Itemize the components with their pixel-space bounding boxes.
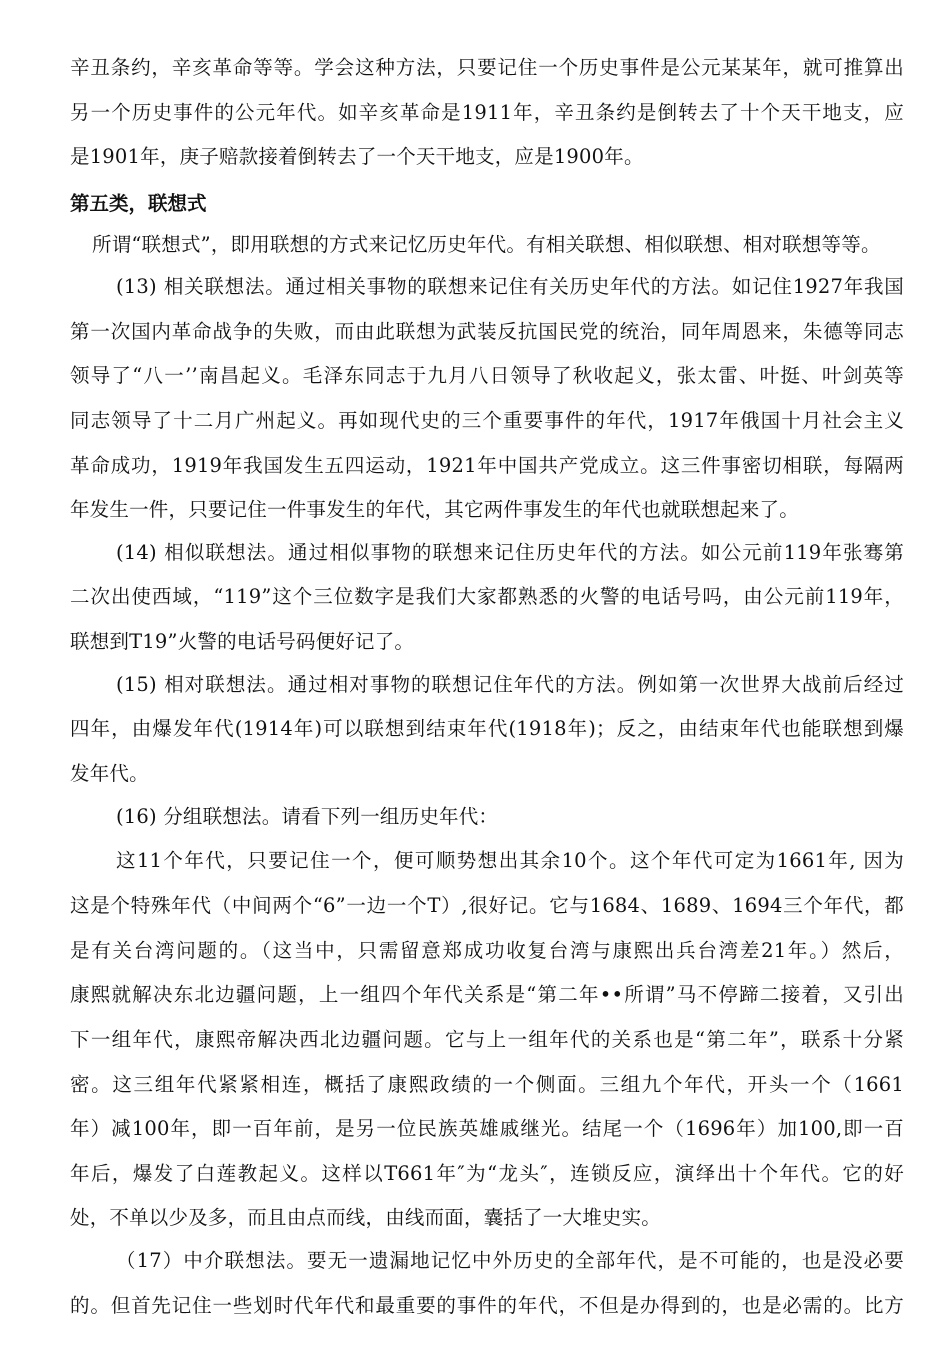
p16-line-8: 年后，爆发了白莲教起义。这样以T661年″为“龙头″，连锁反应，演绎出十个年代。它的好 <box>70 1162 904 1185</box>
p13-line-3: 领导了“八一’’南昌起义。毛泽东同志于九月八日领导了秋收起义，张太雷、叶挺、叶剑英等 <box>70 364 904 387</box>
p15-line-2: 四年，由爆发年代(1914年)可以联想到结束年代(1918年)；反之，由结束年代也能联想到爆 <box>70 717 904 740</box>
intro-line-3: 是1901年，庚子赔款接着倒转去了一个天干地支，应是1900年。 <box>70 145 644 168</box>
p16-line-5: 下一组年代，康熙帝解决西北边疆问题。它与上一组年代的关系也是“第二年”，联系十分紧 <box>70 1028 904 1051</box>
intro-line-2: 另一个历史事件的公元年代。如辛亥革命是1911年，辛丑条约是倒转去了十个天干地支，应 <box>70 101 904 124</box>
intro-line-1: 辛丑条约，辛亥革命等等。学会这种方法，只要记住一个历史事件是公元某某年，就可推算出 <box>70 56 904 79</box>
p15-line-1: (15) 相对联想法。通过相对事物的联想记住年代的方法。例如第一次世界大战前后经过 <box>116 673 904 696</box>
p16-title: (16) 分组联想法。请看下列一组历史年代： <box>116 805 499 828</box>
section-intro: 所谓“联想式”，即用联想的方式来记忆历史年代。有相关联想、相似联想、相对联想等等。 <box>92 233 881 256</box>
p14-line-3: 联想到T19”火警的电话号码便好记了。 <box>70 630 415 653</box>
p14-line-2: 二次出使西域，“119”这个三位数字是我们大家都熟悉的火警的电话号吗，由公元前119年， <box>70 585 904 608</box>
p17-line-2: 的。但首先记住一些划时代年代和最重要的事件的年代，不但是办得到的，也是必需的。比方 <box>70 1294 904 1317</box>
p13-line-1: (13) 相关联想法。通过相关事物的联想来记住有关历史年代的方法。如记住1927年我国 <box>116 275 904 298</box>
p16-line-4: 康熙就解决东北边疆问题，上一组四个年代关系是“第二年••所谓”马不停蹄二接着，又引出 <box>70 983 904 1006</box>
p13-line-6: 年发生一件，只要记住一件事发生的年代，其它两件事发生的年代也就联想起来了。 <box>70 498 799 521</box>
p16-line-7: 年）减100年，即一百年前，是另一位民族英雄戚继光。结尾一个（1696年）加100,即一百 <box>70 1117 904 1140</box>
p13-line-5: 革命成功，1919年我国发生五四运动，1921年中国共产党成立。这三件事密切相联，每隔两 <box>70 454 904 477</box>
p14-line-1: (14) 相似联想法。通过相似事物的联想来记住历史年代的方法。如公元前119年张骞第 <box>116 541 904 564</box>
p13-line-2: 第一次国内革命战争的失败，而由此联想为武装反抗国民党的统治，同年周恩来，朱德等同志 <box>70 320 904 343</box>
section-heading: 第五类，联想式 <box>70 192 207 215</box>
p13-line-4: 同志领导了十二月广州起义。再如现代史的三个重要事件的年代，1917年俄国十月社会主义 <box>70 409 904 432</box>
p16-line-2: 这是个特殊年代（中间两个“6”一边一个T）,很好记。它与1684、1689、1694三个年代，都 <box>70 894 904 917</box>
p16-line-3: 是有关台湾问题的。（这当中，只需留意郑成功收复台湾与康熙出兵台湾差21年。）然后， <box>70 939 904 962</box>
p15-line-3: 发年代。 <box>70 762 149 785</box>
p16-line-6: 密。这三组年代紧紧相连，概括了康熙政绩的一个侧面。三组九个年代，开头一个（1661 <box>70 1073 904 1096</box>
p16-line-1: 这11个年代，只要记住一个，便可顺势想出其余10个。这个年代可定为1661年, 因为 <box>116 849 904 872</box>
p17-line-1: （17）中介联想法。要无一遗漏地记忆中外历史的全部年代，是不可能的，也是没必要 <box>116 1249 904 1272</box>
p16-line-9: 处，不单以少及多，而且由点而线，由线而面，囊括了一大堆史实。 <box>70 1206 662 1229</box>
